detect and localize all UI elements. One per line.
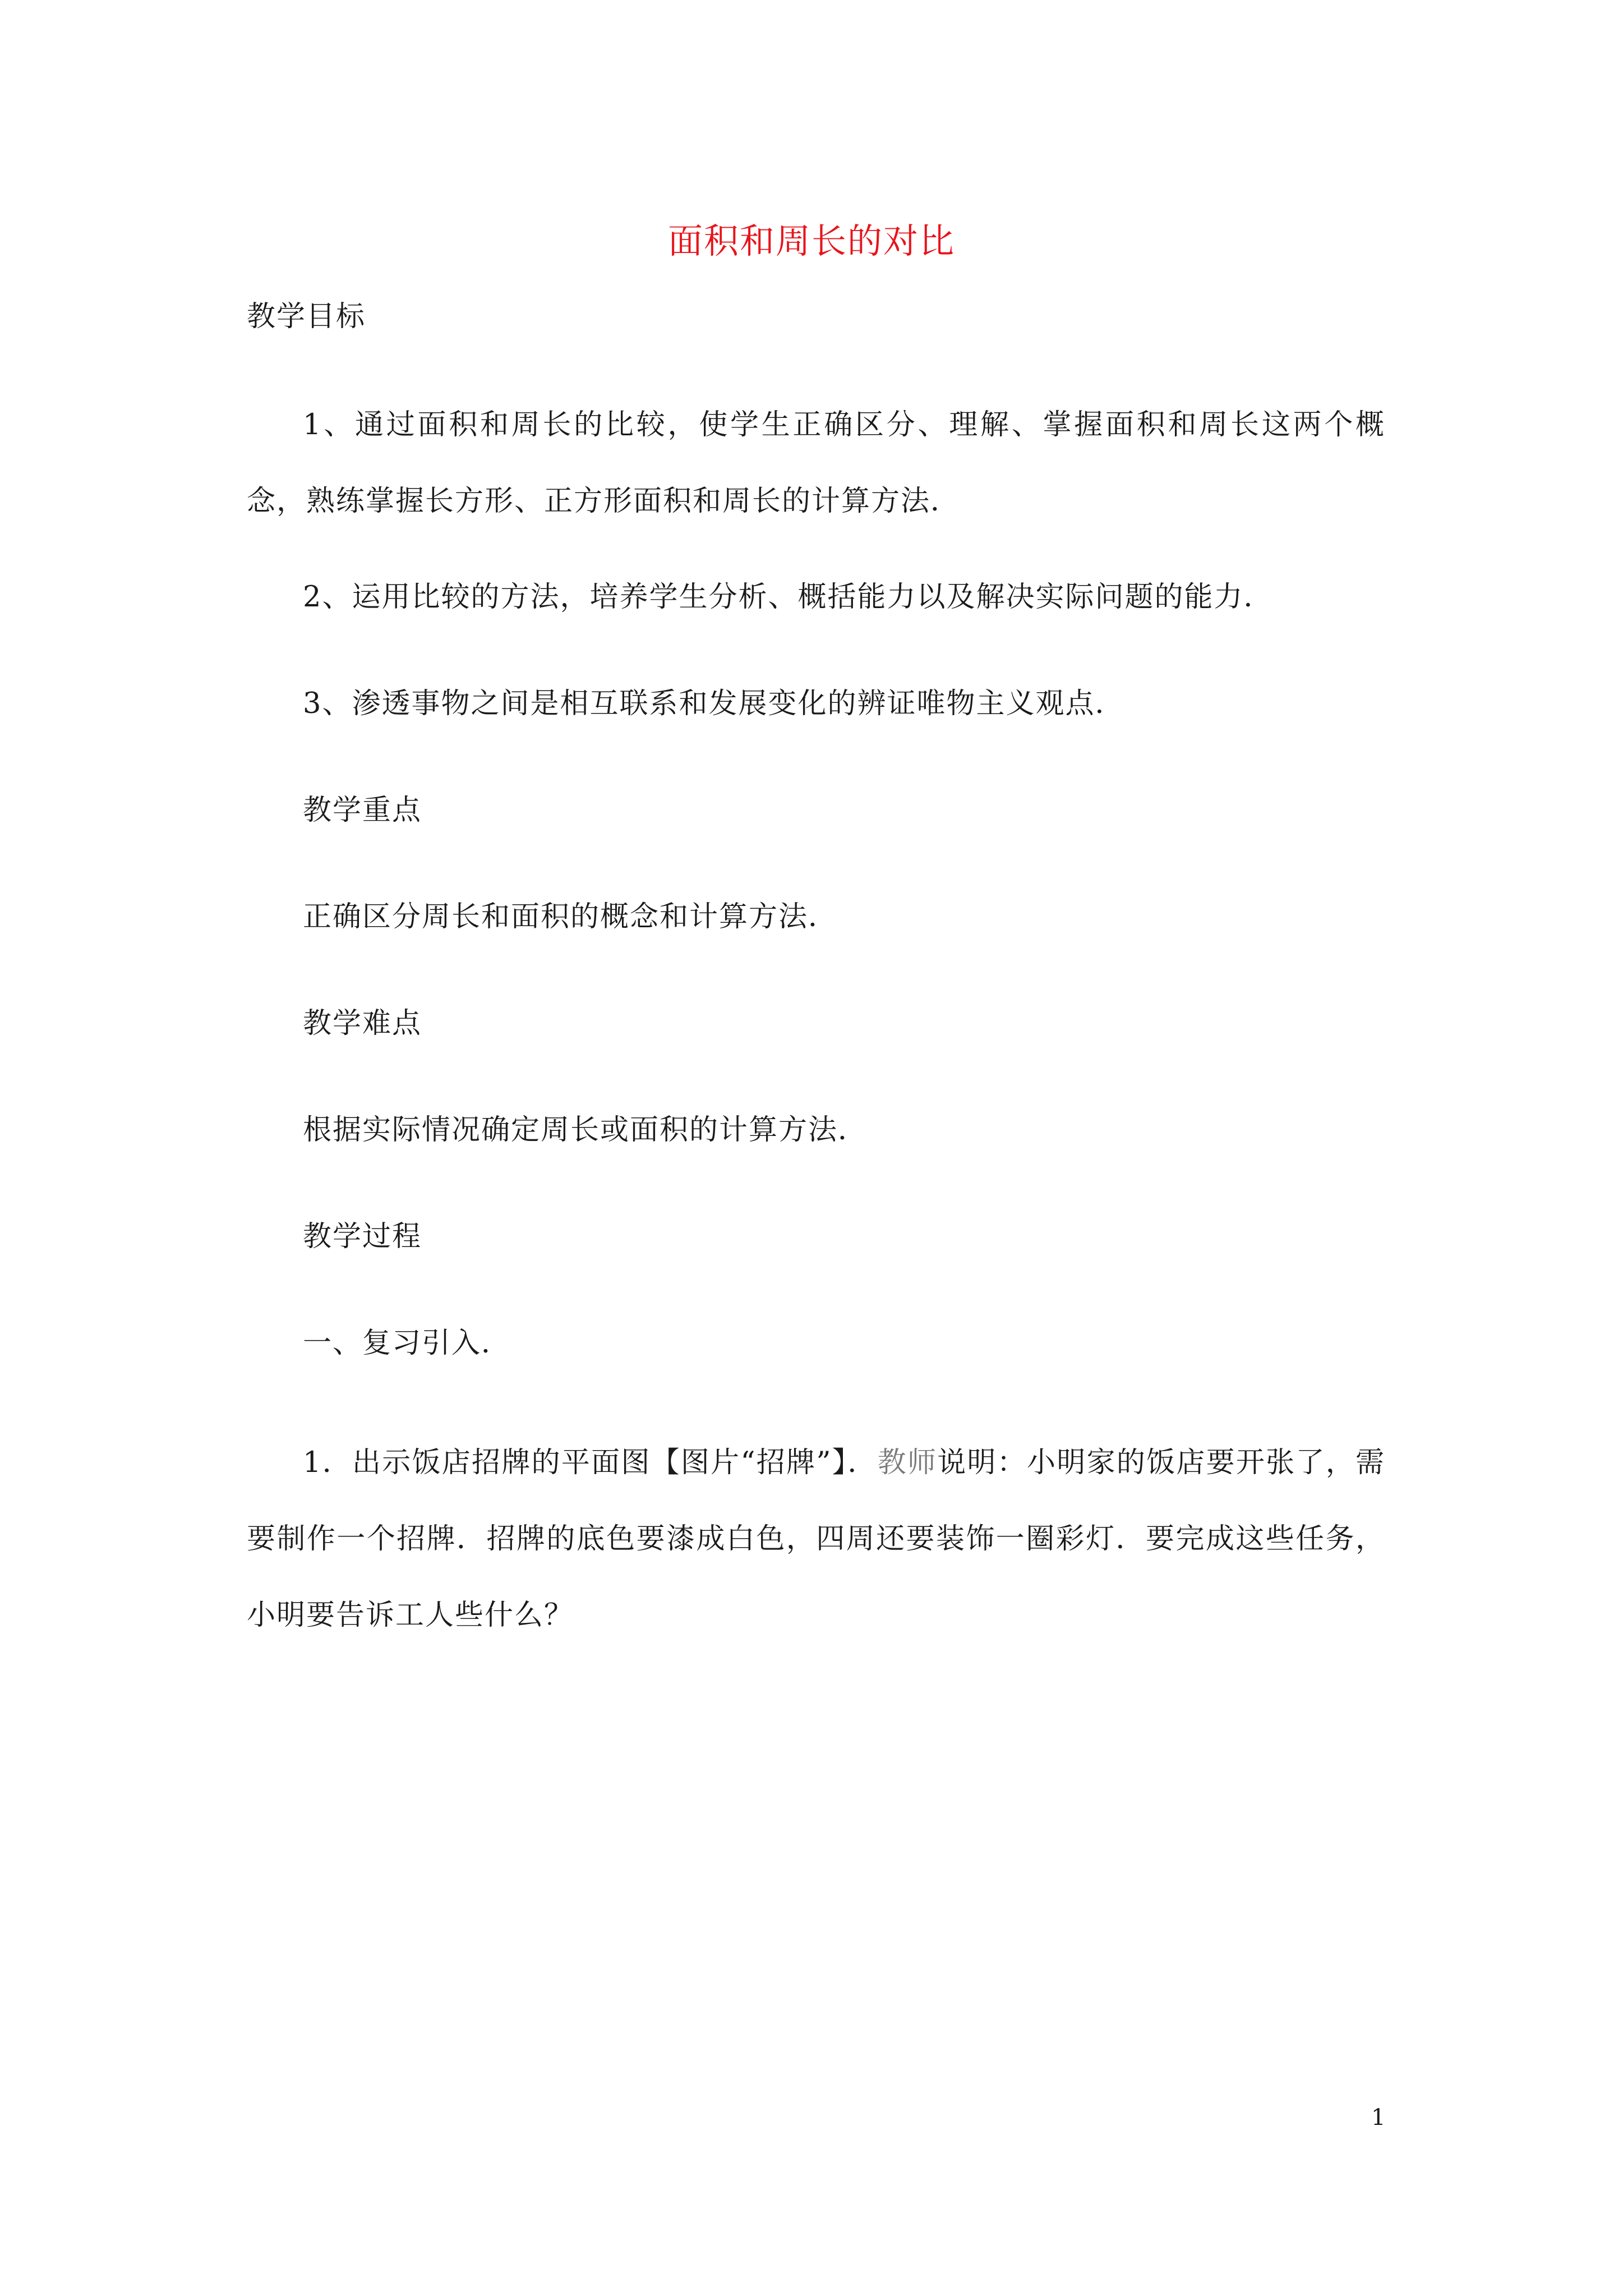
key-point-heading: 教学重点 [303, 794, 422, 827]
objectives-heading: 教学目标 [247, 300, 366, 333]
step-1-paragraph [247, 1425, 1385, 1654]
page-number: 1 [1371, 2105, 1386, 2131]
objective-item-3: 3、渗透事物之间是相互联系和发展变化的辨证唯物主义观点． [303, 687, 1125, 720]
objective-item-2: 2、运用比较的方法，培养学生分析、概括能力以及解决实际问题的能力． [303, 581, 1274, 614]
step-1-intro: 1．出示饭店招牌的平面图【图片“招牌”】． [303, 1446, 878, 1479]
key-point-text: 正确区分周长和面积的概念和计算方法． [303, 900, 838, 933]
teacher-label: 教师 [877, 1446, 938, 1479]
step-1-description: 说明：小明家的饭店要开张了，需要制作一个招牌．招牌的底色要漆成白色，四周还要装饰一圈彩灯．要完成这些任务，小明要告诉工人些什么？ [247, 1446, 1385, 1632]
objective-item-1: 1、通过面积和周长的比较，使学生正确区分、理解、掌握面积和周长这两个概念，熟练掌握长方形、正方形面积和周长的计算方法． [247, 408, 1385, 518]
section-1-heading: 一、复习引入． [303, 1327, 511, 1360]
difficulty-text: 根据实际情况确定周长或面积的计算方法． [303, 1114, 868, 1147]
process-heading: 教学过程 [303, 1220, 422, 1253]
difficulty-heading: 教学难点 [303, 1007, 422, 1040]
document-title: 面积和周长的对比 [667, 220, 955, 261]
